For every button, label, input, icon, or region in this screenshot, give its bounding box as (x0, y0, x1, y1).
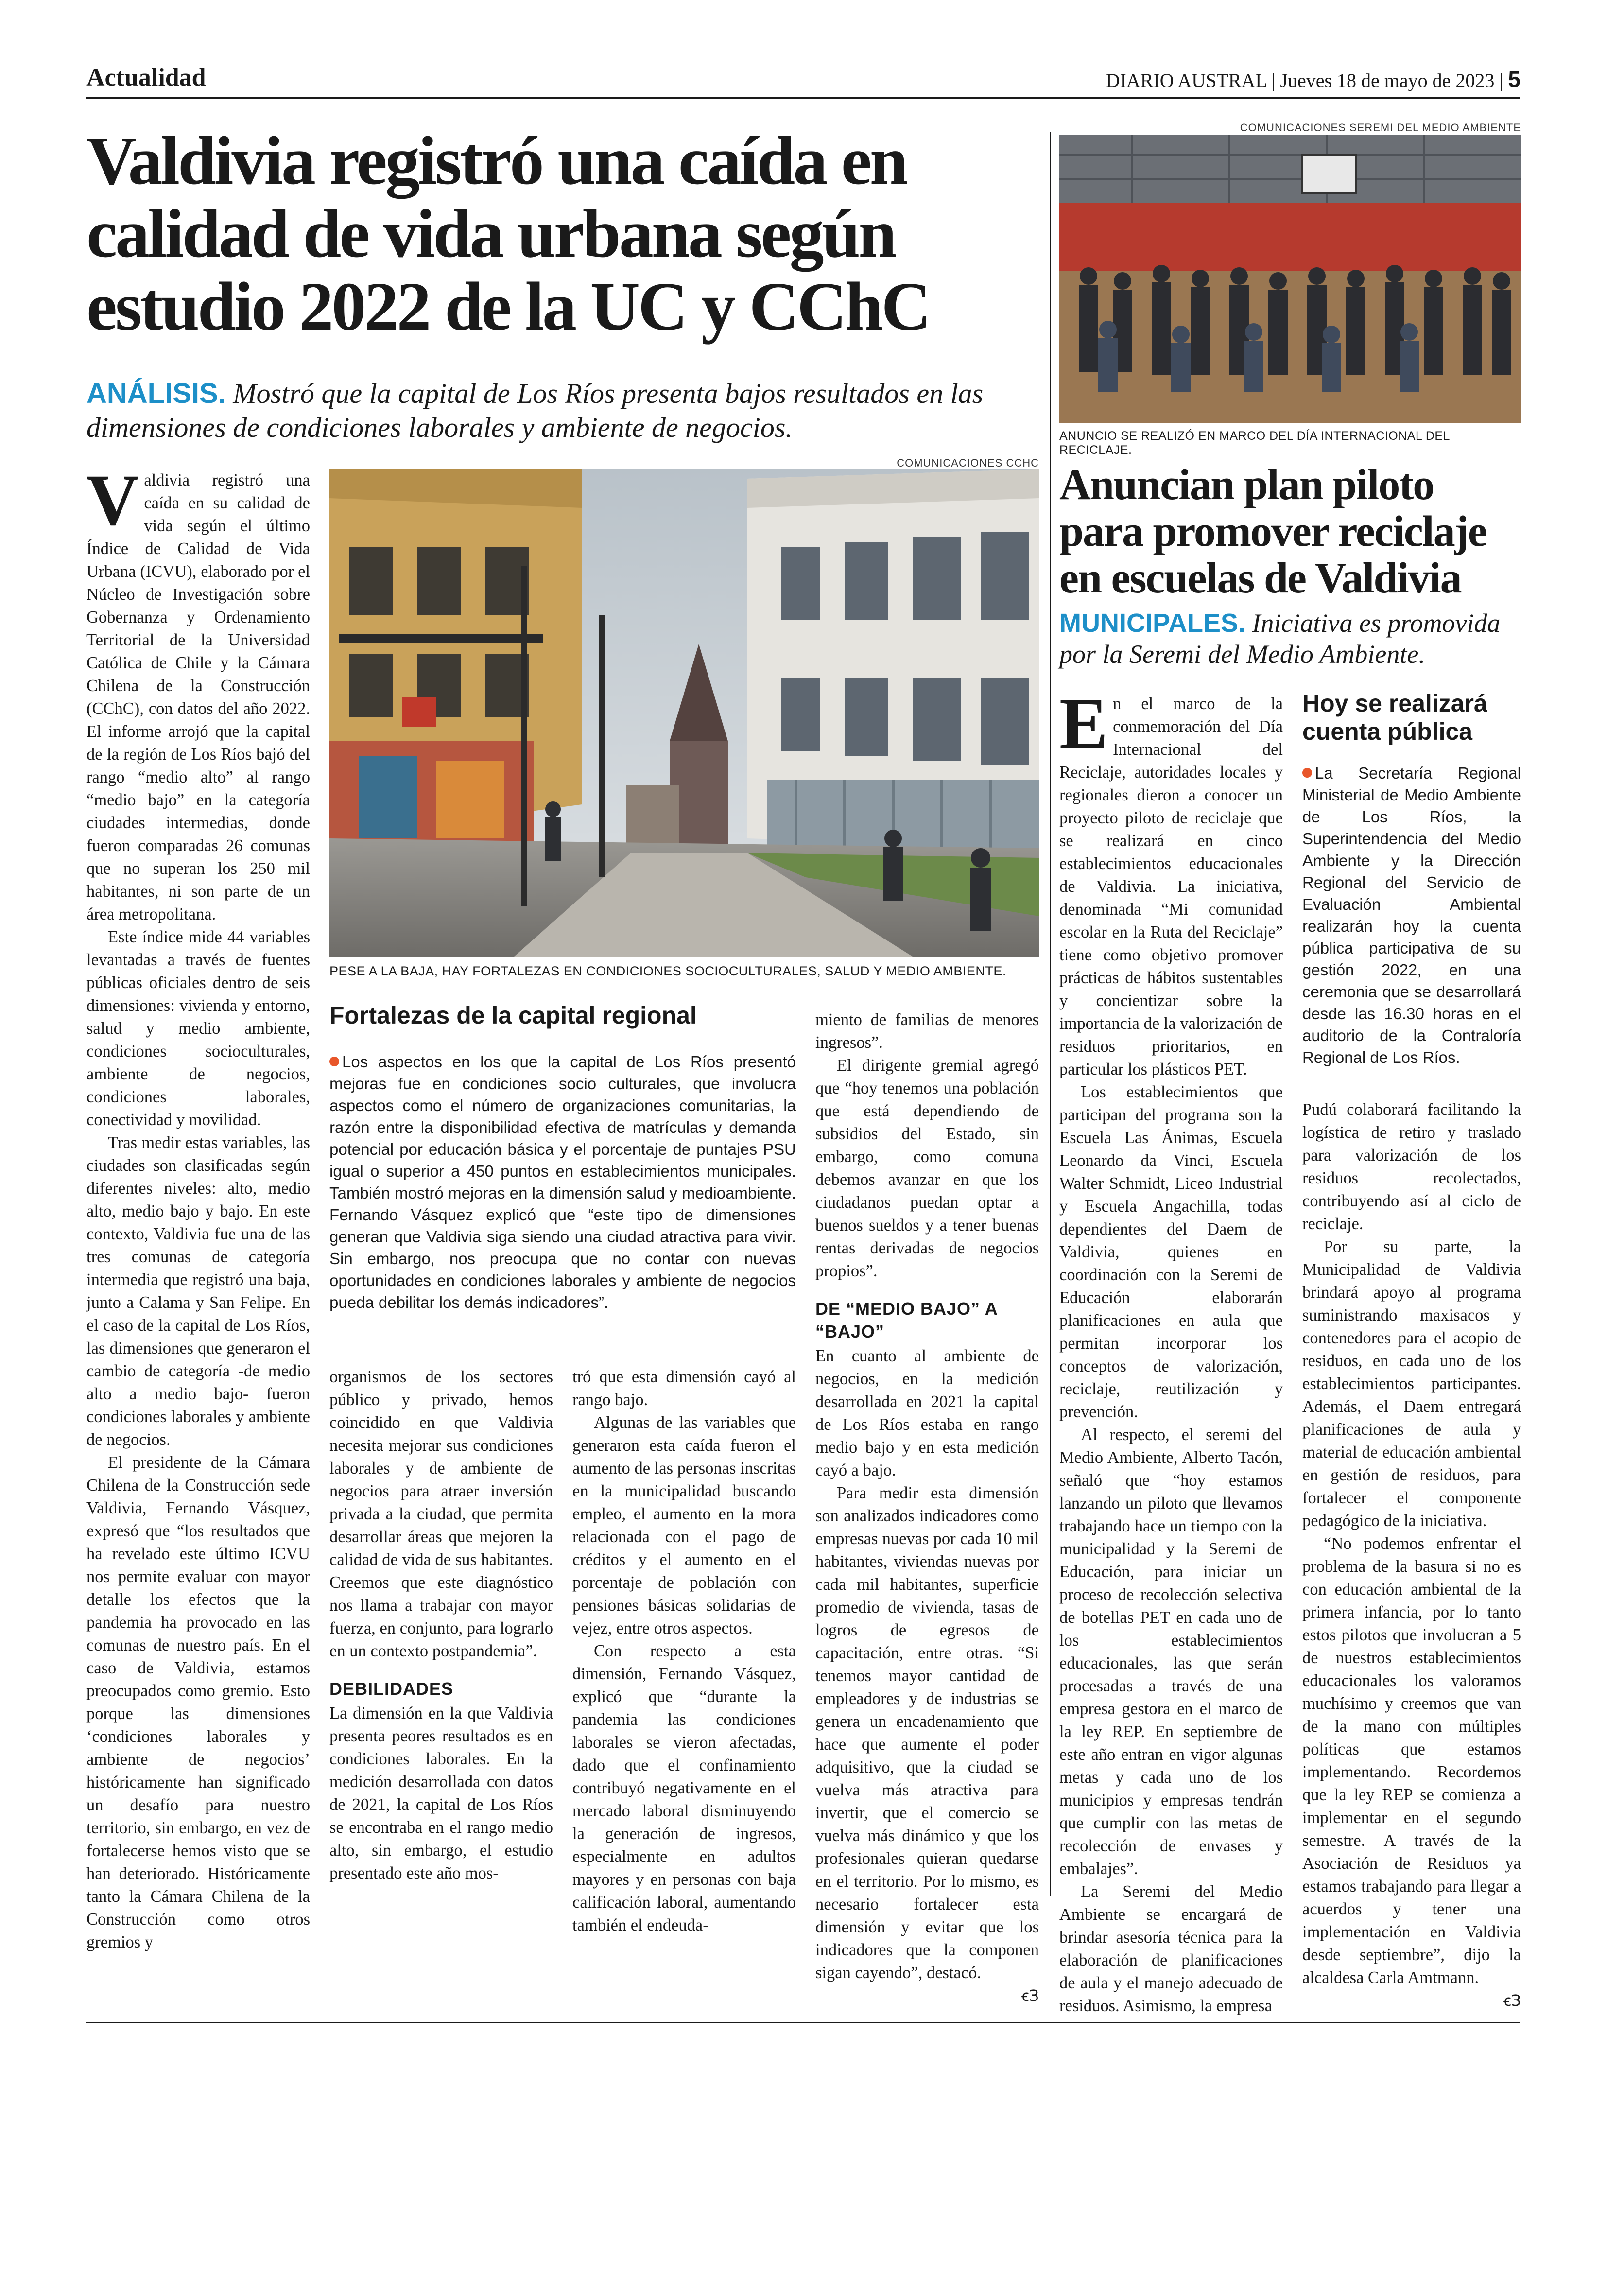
main-dropcap: V (86, 460, 139, 540)
main-photo-caption: PESE A LA BAJA, HAY FORTALEZAS EN CONDICIONES SOCIOCULTURALES, SALUD Y MEDIO AMBIENTE. (329, 964, 1006, 978)
main-deck (86, 377, 1029, 445)
main-deck-text: Mostró que la capital de Los Ríos presenta bajos resultados en las dimensiones de condiciones laborales y ambiente de negocios. (86, 378, 984, 443)
main-column-3 (572, 1366, 796, 1937)
side-col2-p3: “No podemos enfrentar el problema de la basura si no es con educación ambiental de la primera infancia, por lo tanto estos pilotos que involucran a 5 de nuestros establecimientos educacionales los valoramos muchísimo y creemos que van de la mano con múltiples políticas que estamos implementando. Recordemos que la ley REP se comienza a implementar en el segundo semestre. A través de la Asociación de Residuos ya estamos trabajando para llegar a acuerdos y tener una implementación en Valdivia desde septiembre”, dijo la alcaldesa Carla Amtmann. (1302, 1534, 1521, 1987)
newspaper-name: DIARIO AUSTRAL (1106, 70, 1267, 91)
debilidades-subhead: DEBILIDADES (329, 1679, 454, 1699)
main-col1-p4: El presidente de la Cámara Chilena de la Construcción sede Valdivia, Fernando Vásquez, expresó que “los resultados que ha revelado este último ICVU nos permite evaluar con mayor detalle los efectos que la pandemia ha provocado en las comunas de nuestro país. En el caso de Valdivia, estamos preocupados como gremio. Esto porque las dimensiones ‘condiciones laborales y ambiente de negocios’ históricamente han significado un desafío para nuestro territorio, sin embargo, en vez de fortalecerse hemos visto que se han deteriorado. Históricamente tanto la Cámara Chilena de la Construcción como otros gremios y (86, 1453, 310, 1951)
main-col1-p3: Tras medir estas variables, las ciudades son clasificadas según diferentes niveles: alto, medio alto, medio bajo y bajo. En este contexto, Valdivia fue una de las tres comunas de categoría intermedia que registró una baja, junto a Calama y San Felipe. En el caso de la capital de Los Ríos, las dimensiones que generaron el cambio de categoría -de medio alto a medio bajo- fueron condiciones laborales y ambiente de negocios. (86, 1133, 310, 1449)
side-deck (1059, 608, 1521, 670)
main-photo-credit: COMUNICACIONES CCHC (897, 457, 1039, 469)
side-deck-text: Iniciativa es promovida por la Seremi del Medio Ambiente. (1059, 609, 1501, 669)
main-col1-p1: aldivia registró una caída en su calidad de vida según el último Índice de Calidad de Vida Urbana (ICVU), elaborado por el Núcleo de Investigación sobre Gobernanza y Ordenamiento Territorial de la Universidad Católica de Chile y la Cámara Chilena de la Construcción (CChC), con datos del año 2022. El informe arrojó que la capital de la región de Los Ríos bajó del rango “medio alto” al rango “medio bajo” en la categoría ciudades intermedias, donde fueron comparadas 26 comunas que no superan los 250 mil habitantes, ni son parte de un área metropolitana. (86, 471, 310, 923)
group-photo-illustration (1059, 135, 1521, 423)
group-photo (1059, 135, 1521, 423)
header-rule (86, 97, 1520, 99)
street-photo (329, 469, 1039, 957)
main-col3-p3: Con respecto a esta dimensión, Fernando Vásquez, explicó que “durante la pandemia las condiciones laborales se vieron afectadas, dado que el confinamiento contribuyó negativamente en el mercado laboral disminuyendo la generación de ingresos, especialmente en adultos mayores y en personas con baja calificación laboral, aumentando también el endeuda- (572, 1642, 796, 1934)
street-photo-illustration (329, 469, 1039, 957)
side-headline: Anuncian plan piloto para promover reciclaje en escuelas de Valdivia (1059, 461, 1486, 602)
side-photo-credit: COMUNICACIONES SEREMI DEL MEDIO AMBIENTE (1240, 122, 1521, 134)
medio-bajo-subhead: DE “MEDIO BAJO” A “BAJO” (815, 1299, 998, 1341)
main-column-4 (815, 1009, 1039, 2007)
main-col4-p4: Para medir esta dimensión son analizados indicadores como empresas nuevas por cada 10 mil habitantes, viviendas nuevas por cada mil habitantes, superficie promedio de vivienda, tasas de logros de egresos de capacitación, entre otras. “Si tenemos mayor cantidad de empleadores y de industrias se genera un encadenamiento que hace que aumente el poder adquisitivo, que la ciudad se vuelva más atractiva para invertir, que el comercio se vuelva más dinámico y que los profesionales quieran quedarse en el territorio. Por lo mismo, es necesario fortalecer esta dimensión y evitar que los indicadores que la componen sigan cayendo”, destacó. (815, 1484, 1039, 1982)
main-column-1 (86, 460, 310, 1954)
main-col4-p3: En cuanto al ambiente de negocios, en la medición desarrollada en 2021 la capital de Los Ríos estaba en rango medio bajo y en esta medición cayó a bajo. (815, 1347, 1039, 1479)
side-column-1 (1059, 683, 1283, 2018)
main-column-2 (329, 1366, 553, 1885)
main-col1-p2: Este índice mide 44 variables levantadas a través de fuentes públicas oficiales dentro de seis dimensiones: vivienda y entorno, salud y medio ambiente, condiciones socioculturales, ambiente de negocios, condiciones laborales, conectividad y movilidad. (86, 928, 310, 1129)
publication-date: Jueves 18 de mayo de 2023 (1280, 70, 1495, 91)
main-col4-p1: miento de familias de menores ingresos”. (815, 1010, 1039, 1052)
fortalezas-text: Los aspectos en los que la capital de Los Ríos presentó mejoras fue en condiciones socio culturales, que involucra aspectos como el número de organizaciones comunitarias, la razón entre la disponibilidad efectiva de matrículas y demanda potencial por educación básica y el porcentaje de puntajes PSU igual o superior a 450 puntos en establecimientos municipales. También mostró mejoras en la dimensión salud y medioambiente. Fernando Vásquez explicó que “este tipo de dimensiones generan que Valdivia siga siendo una ciudad atractiva para vivir. Sin embargo, nos preocupa que no contar con nuevas oportunidades en condiciones laborales y ambiente de negocios pueda debilitar los demás indicadores”. (329, 1053, 796, 1311)
column-divider (1050, 132, 1051, 1896)
side-col1-p2: Los establecimientos que participan del programa son la Escuela Las Ánimas, Escuela Leonardo da Vinci, Escuela Walter Schmidt, Liceo Industrial y Escuela Angachilla, todas dependientes del Daem de Valdivia, quienes en coordinación con la Seremi de Educación elaborarán planificaciones en aula que permitan incorporar los conceptos de valorización, reciclaje, reutilización y prevención. (1059, 1083, 1283, 1421)
side-col2-p1: Pudú colaborará facilitando la logística de retiro y traslado para valorización de los residuos recolectados, contribuyendo así al ciclo de reciclaje. (1302, 1100, 1521, 1233)
main-headline: Valdivia registró una caída en calidad de vida urbana según estudio 2022 de la UC y CChC (86, 122, 930, 345)
side-column-2 (1302, 1098, 1521, 2012)
masthead-info: DIARIO AUSTRAL | Jueves 18 de mayo de 2023 | 5 (1106, 67, 1521, 92)
side-col1-p3: Al respecto, el seremi del Medio Ambiente, Alberto Tacón, señaló que “hoy estamos lanzando un piloto que llevamos trabajando hace un tiempo con la municipalidad y la Seremi de Educación, para iniciar un proceso de recolección selectiva de botellas PET en cada uno de los establecimientos educacionales, las que serán procesadas a través de una empresa gestora en el marco de la ley REP. En septiembre de este año entran en vigor algunas metas y cada uno de los municipios y empresas tendrán que cumplir con las metas de recolección de envases y embalajes”. (1059, 1426, 1283, 1878)
side-photo-caption: ANUNCIO SE REALIZÓ EN MARCO DEL DÍA INTERNACIONAL DEL RECICLAJE. (1059, 429, 1450, 457)
info-box-title: Hoy se realizará cuenta pública (1302, 690, 1487, 745)
end-mark-icon: ꞓЗ (1503, 1991, 1521, 2010)
main-col4-p2: El dirigente gremial agregó que “hoy tenemos una población que está dependiendo de subsidios del Estado, sin embargo, como comuna debemos avanzar en que los ciudadanos puedan optar a buenos sueldos y a tener buenas rentas derivadas de negocios propios”. (815, 1056, 1039, 1280)
side-kicker: MUNICIPALES. (1059, 609, 1246, 638)
main-col2-p2: La dimensión en la que Valdivia presenta peores resultados es en condiciones laborales. En la medición desarrollada con datos de 2021, la capital de Los Ríos se encontraba en el rango medio alto, sin embargo, el estudio presentado este año mos- (329, 1704, 553, 1882)
footer-rule (86, 2022, 1520, 2023)
page-number: 5 (1508, 67, 1521, 92)
main-col3-p2: Algunas de las variables que generaron esta caída fueron el aumento de las personas inscritas en la municipalidad buscando empleo, el aumento en la mora relacionada con el pago de créditos y el aumento en el porcentaje de población con pensiones básicas solidarias de vejez, entre otros aspectos. (572, 1413, 796, 1637)
info-box-body (1302, 762, 1521, 1068)
bullet-dot (329, 1057, 339, 1066)
side-col2-p2: Por su parte, la Municipalidad de Valdivia brindará apoyo al programa suministrando maxisacos y contenedores para el acopio de residuos, en cada uno de los establecimientos participantes. Además, el Daem entregará planificaciones de aula y material de educación ambiental en gestión de residuos, para fortalecer el componente pedagógico de la iniciativa. (1302, 1237, 1521, 1530)
bullet-dot (1302, 768, 1312, 778)
end-mark-icon: ꞓЗ (1021, 1986, 1039, 2005)
main-kicker: ANÁLISIS. (86, 378, 226, 409)
side-dropcap: E (1059, 683, 1108, 764)
main-col2-p1: organismos de los sectores público y privado, hemos coincidido en que Valdivia necesita mejorar sus condiciones laborales y de ambiente de negocios para atraer inversión privada a la ciudad, que permita desarrollar áreas que mejoren la calidad de vida de sus habitantes. Creemos que este diagnóstico nos llama a trabajar con mayor fuerza, en conjunto, para lograrlo en un contexto postpandemia”. (329, 1368, 553, 1660)
fortalezas-title: Fortalezas de la capital regional (329, 1002, 697, 1029)
info-box-text: La Secretaría Regional Ministerial de Medio Ambiente de Los Ríos, la Superintendencia del Medio Ambiente y la Dirección Regional del Servicio de Evaluación Ambiental realizarán hoy la cuenta pública participativa de su gestión 2022, en una ceremonia que se desarrollará desde las 16.30 horas en el auditorio de la Contraloría Regional de Los Ríos. (1302, 764, 1521, 1066)
side-col1-p1: n el marco de la conmemoración del Día Internacional del Reciclaje, autoridades locales y regionales dieron a conocer un proyecto piloto de reciclaje que se realizará en cinco establecimientos educacionales de Valdivia. La iniciativa, denominada “Mi comunidad escolar en la Ruta del Reciclaje” tiene como objetivo promover prácticas de hábitos sustentables y concientizar sobre la importancia de la valorización de residuos prioritarios, en particular los plásticos PET. (1059, 695, 1283, 1078)
main-col3-p1: tró que esta dimensión cayó al rango bajo. (572, 1368, 796, 1409)
fortalezas-body (329, 1051, 796, 1313)
section-label: Actualidad (86, 64, 206, 91)
side-col1-p4: La Seremi del Medio Ambiente se encargará de brindar asesoría técnica para la elaboración de planificaciones de aula y el manejo adecuado de residuos. Asimismo, la empresa (1059, 1882, 1283, 2015)
